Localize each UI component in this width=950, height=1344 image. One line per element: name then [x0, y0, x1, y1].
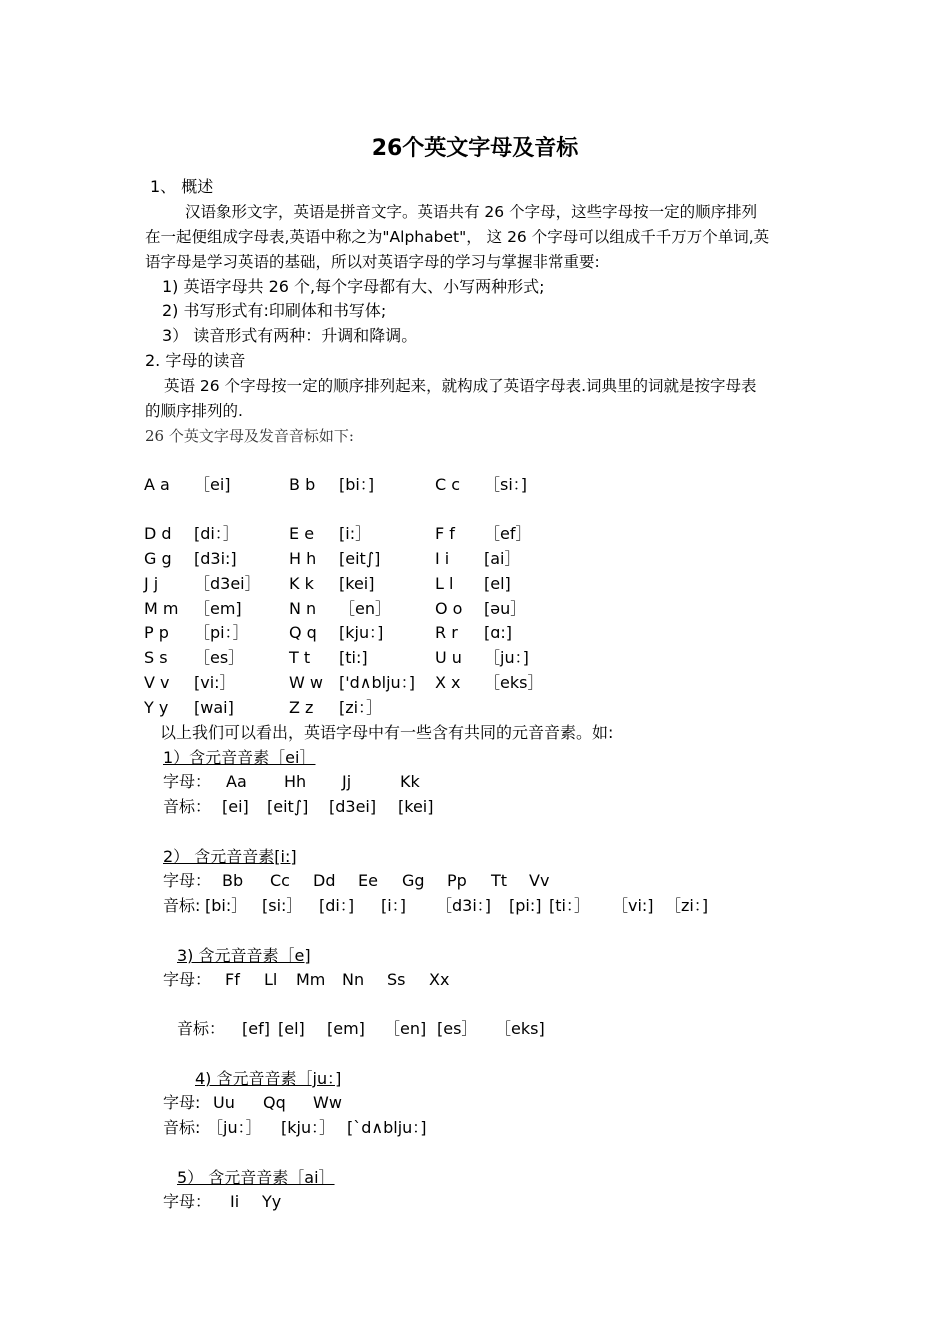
alphabet-letter: E e	[289, 524, 315, 543]
section-1-point-3: 3） 读音形式有两种：升调和降调。	[162, 326, 418, 345]
section-2-para-line-1: 英语 26 个字母按一定的顺序排列起来，就构成了英语字母表.词典里的词就是按字母表	[164, 377, 757, 395]
alphabet-row	[0, 474, 950, 496]
phonetic-item: ［en]	[384, 1019, 427, 1038]
alphabet-phonetic: [i:］	[339, 524, 372, 543]
section-1-para-line-1: 汉语象形文字，英语是拼音文字。英语共有 26 个字母，这些字母按一定的顺序排列	[185, 203, 758, 221]
letter-item: Yy	[262, 1192, 282, 1211]
letter-item: Pp	[447, 871, 467, 890]
alphabet-phonetic: [ti:]	[339, 648, 368, 667]
phonetic-item: [ef]	[242, 1019, 270, 1038]
letter-item: Aa	[226, 772, 247, 791]
letter-item: Ss	[387, 970, 406, 989]
alphabet-phonetic: [bi：]	[339, 475, 375, 494]
alphabet-letter: X x	[435, 673, 461, 692]
alphabet-phonetic: [eit∫]	[339, 549, 381, 568]
phonetic-item: [di：]	[319, 896, 355, 915]
letter-item: Uu	[213, 1093, 235, 1112]
group-5-heading: 5） 含元音音素［ai］	[177, 1168, 335, 1187]
section-2-intro: 26 个英文字母及发音音标如下:	[145, 427, 354, 445]
alphabet-letter: Y y	[144, 698, 169, 717]
alphabet-phonetic: ［d3ei］	[194, 574, 261, 593]
alphabet-letter: L l	[435, 574, 454, 593]
alphabet-row	[0, 672, 950, 694]
alphabet-phonetic: ['d∧blju：]	[339, 673, 415, 692]
section-2-heading: 2. 字母的读音	[145, 351, 246, 370]
phonetic-item: [el]	[278, 1019, 305, 1038]
alphabet-phonetic: ［ju：]	[484, 648, 529, 667]
alphabet-phonetic: ［em]	[194, 599, 242, 618]
phonetic-item: ［d3i：]	[436, 896, 492, 915]
phonetic-label: 音标:	[163, 896, 201, 915]
letter-item: Dd	[313, 871, 336, 890]
summary-text: 以上我们可以看出，英语字母中有一些含有共同的元音音素。如:	[160, 723, 614, 742]
letter-label: 字母：	[163, 970, 212, 989]
letter-item: Ww	[313, 1093, 342, 1112]
alphabet-letter: B b	[289, 475, 316, 494]
group-1-heading: 1）含元音音素［ei］	[163, 748, 316, 767]
alphabet-letter: T t	[289, 648, 311, 667]
section-1-heading: 1、 概述	[150, 177, 214, 196]
alphabet-phonetic: ［eks］	[484, 673, 544, 692]
alphabet-letter: H h	[289, 549, 317, 568]
alphabet-phonetic: [ai］	[484, 549, 521, 568]
alphabet-phonetic: [zi：］	[339, 698, 383, 717]
alphabet-phonetic: ［ef］	[484, 524, 532, 543]
alphabet-letter: G g	[144, 549, 172, 568]
letter-item: Bb	[222, 871, 244, 890]
alphabet-phonetic: [əu］	[484, 599, 527, 618]
section-2-para-line-2: 的顺序排列的.	[145, 402, 243, 420]
phonetic-item: [ei]	[222, 797, 249, 816]
alphabet-letter: W w	[289, 673, 323, 692]
phonetic-item: ［ju：］	[207, 1118, 262, 1137]
alphabet-letter: I i	[435, 549, 450, 568]
phonetic-item: ［eks]	[495, 1019, 545, 1038]
letter-item: Kk	[400, 772, 420, 791]
alphabet-letter: V v	[144, 673, 170, 692]
phonetic-item: [ti：］	[549, 896, 590, 915]
alphabet-letter: D d	[144, 524, 172, 543]
letter-item: Qq	[263, 1093, 286, 1112]
alphabet-letter: R r	[435, 623, 458, 642]
alphabet-row	[0, 523, 950, 545]
phonetic-item: [si:］	[262, 896, 303, 915]
page-title: 26个英文字母及音标	[371, 136, 579, 161]
letter-item: Xx	[429, 970, 450, 989]
phonetic-item: [kju：］	[281, 1118, 336, 1137]
letter-label: 字母：	[163, 1192, 212, 1211]
phonetic-item: [i：]	[381, 896, 406, 915]
alphabet-letter: M m	[144, 599, 179, 618]
alphabet-letter: C c	[435, 475, 461, 494]
letter-item: Hh	[284, 772, 307, 791]
phonetic-label: 音标：	[177, 1019, 226, 1038]
alphabet-letter: Q q	[289, 623, 317, 642]
alphabet-phonetic: [el]	[484, 574, 511, 593]
phonetic-item: [eit∫]	[267, 797, 309, 816]
letter-item: Jj	[342, 772, 352, 791]
alphabet-phonetic: [ɑ:]	[484, 623, 513, 642]
letter-item: Ll	[264, 970, 278, 989]
alphabet-letter: A a	[144, 475, 170, 494]
alphabet-phonetic: ［ei]	[194, 475, 231, 494]
alphabet-phonetic: ［en］	[339, 599, 391, 618]
letter-label: 字母：	[163, 871, 212, 890]
section-1-point-2: 2) 书写形式有:印刷体和书写体;	[162, 301, 387, 320]
alphabet-letter: K k	[289, 574, 314, 593]
alphabet-phonetic: [d3i:]	[194, 549, 237, 568]
letter-item: Nn	[342, 970, 365, 989]
letter-item: Cc	[270, 871, 290, 890]
alphabet-letter: F f	[435, 524, 455, 543]
alphabet-letter: Z z	[289, 698, 314, 717]
letter-item: Vv	[529, 871, 550, 890]
alphabet-row	[0, 573, 950, 595]
phonetic-item: [em]	[327, 1019, 365, 1038]
alphabet-letter: P p	[144, 623, 169, 642]
group-3-heading: 3) 含元音音素［e]	[177, 946, 311, 965]
alphabet-row	[0, 598, 950, 620]
alphabet-phonetic: [vi:］	[194, 673, 236, 692]
alphabet-letter: S s	[144, 648, 168, 667]
letter-item: Ee	[358, 871, 378, 890]
alphabet-row	[0, 697, 950, 719]
letter-item: Tt	[491, 871, 508, 890]
phonetic-item: ［vi:]	[612, 896, 654, 915]
letter-label: 字母：	[163, 772, 212, 791]
alphabet-phonetic: ［es］	[194, 648, 245, 667]
phonetic-item: [`d∧blju：]	[347, 1118, 427, 1137]
alphabet-letter: O o	[435, 599, 463, 618]
group-4-heading: 4) 含元音音素［ju：]	[195, 1069, 342, 1088]
alphabet-phonetic: ［pi：］	[194, 623, 249, 642]
phonetic-item: ［zi：]	[665, 896, 709, 915]
letter-label: 字母:	[163, 1093, 201, 1112]
phonetic-label: 音标：	[163, 797, 212, 816]
group-2-heading: 2） 含元音音素[i:]	[163, 847, 297, 866]
phonetic-item: [es］	[437, 1019, 478, 1038]
phonetic-label: 音标:	[163, 1118, 201, 1137]
alphabet-phonetic: [di：］	[194, 524, 239, 543]
alphabet-letter: J j	[144, 574, 159, 593]
alphabet-row	[0, 647, 950, 669]
alphabet-letter: N n	[289, 599, 317, 618]
phonetic-item: [kei]	[398, 797, 434, 816]
letter-item: Ff	[225, 970, 240, 989]
letter-item: Gg	[402, 871, 425, 890]
phonetic-item: [bi:］	[205, 896, 248, 915]
letter-item: Mm	[296, 970, 326, 989]
alphabet-phonetic: ［si：]	[484, 475, 528, 494]
alphabet-row	[0, 548, 950, 570]
alphabet-row	[0, 622, 950, 644]
phonetic-item: [d3ei]	[329, 797, 377, 816]
alphabet-phonetic: [kju：]	[339, 623, 384, 642]
section-1-point-1: 1) 英语字母共 26 个,每个字母都有大、小写两种形式;	[162, 277, 545, 296]
letter-item: Ii	[230, 1192, 240, 1211]
section-1-para-line-2: 在一起便组成字母表,英语中称之为"Alphabet"， 这 26 个字母可以组成千千万万个单词,英	[145, 228, 770, 246]
phonetic-item: [pi:]	[509, 896, 542, 915]
alphabet-letter: U u	[435, 648, 462, 667]
alphabet-phonetic: [wai]	[194, 698, 234, 717]
alphabet-phonetic: [kei]	[339, 574, 375, 593]
section-1-para-line-3: 语字母是学习英语的基础，所以对英语字母的学习与掌握非常重要:	[145, 253, 600, 271]
